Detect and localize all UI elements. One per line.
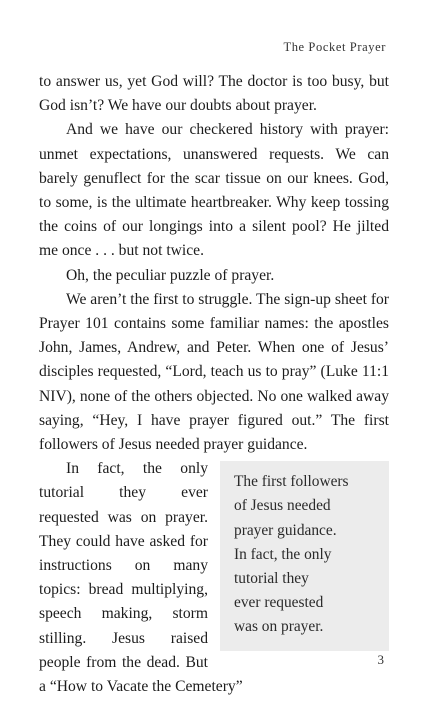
paragraph: to answer us, yet God will? The doctor is too busy, but God isn’t? We have our doubts about prayer.	[39, 73, 389, 115]
running-head: The Pocket Prayer	[283, 40, 386, 54]
pull-quote	[220, 461, 389, 650]
paragraph: And we have our checkered history with prayer: unmet expectations, unanswered requests. We can barely genuflect for the scar tissue on our knees. God, to some, is the ultimate heartbreaker. Why keep tossing the coins of our longings into a silent pool? He jilted me once . . . but not twice.	[39, 121, 389, 260]
paragraph: We aren’t the first to struggle. The sign-up sheet for Prayer 101 contains some familiar names: the apostles John, James, Andrew, and Peter. When one of Jesus’ disciples requested, “Lord, teach us to pray” (Luke 11:1 NIV), none of the others objected. No one walked away saying, “Hey, I have prayer figured out.” The first followers of Jesus needed prayer guidance.	[39, 290, 389, 454]
pull-quote-line: was on prayer.	[234, 618, 324, 636]
pull-quote-line: of Jesus needed	[234, 497, 331, 515]
pull-quote-line: ever requested	[234, 594, 324, 612]
pull-quote-line: prayer guidance.	[234, 521, 337, 539]
paragraph: Oh, the peculiar puzzle of prayer.	[66, 266, 275, 284]
page-number: 3	[377, 652, 384, 667]
pull-quote-line: tutorial they	[234, 570, 309, 588]
pull-quote-line: The first followers	[234, 473, 349, 491]
paragraph: In fact, the only tutorial they ever requested was on prayer. They could have asked for instructions on many topics: bread multiplying, speech making, storm stilling. Jesus raised people from the dead. But a “How to Vacate the Cemetery”	[39, 460, 243, 696]
body-text	[39, 70, 389, 699]
pull-quote-line: In fact, the only	[234, 545, 332, 563]
